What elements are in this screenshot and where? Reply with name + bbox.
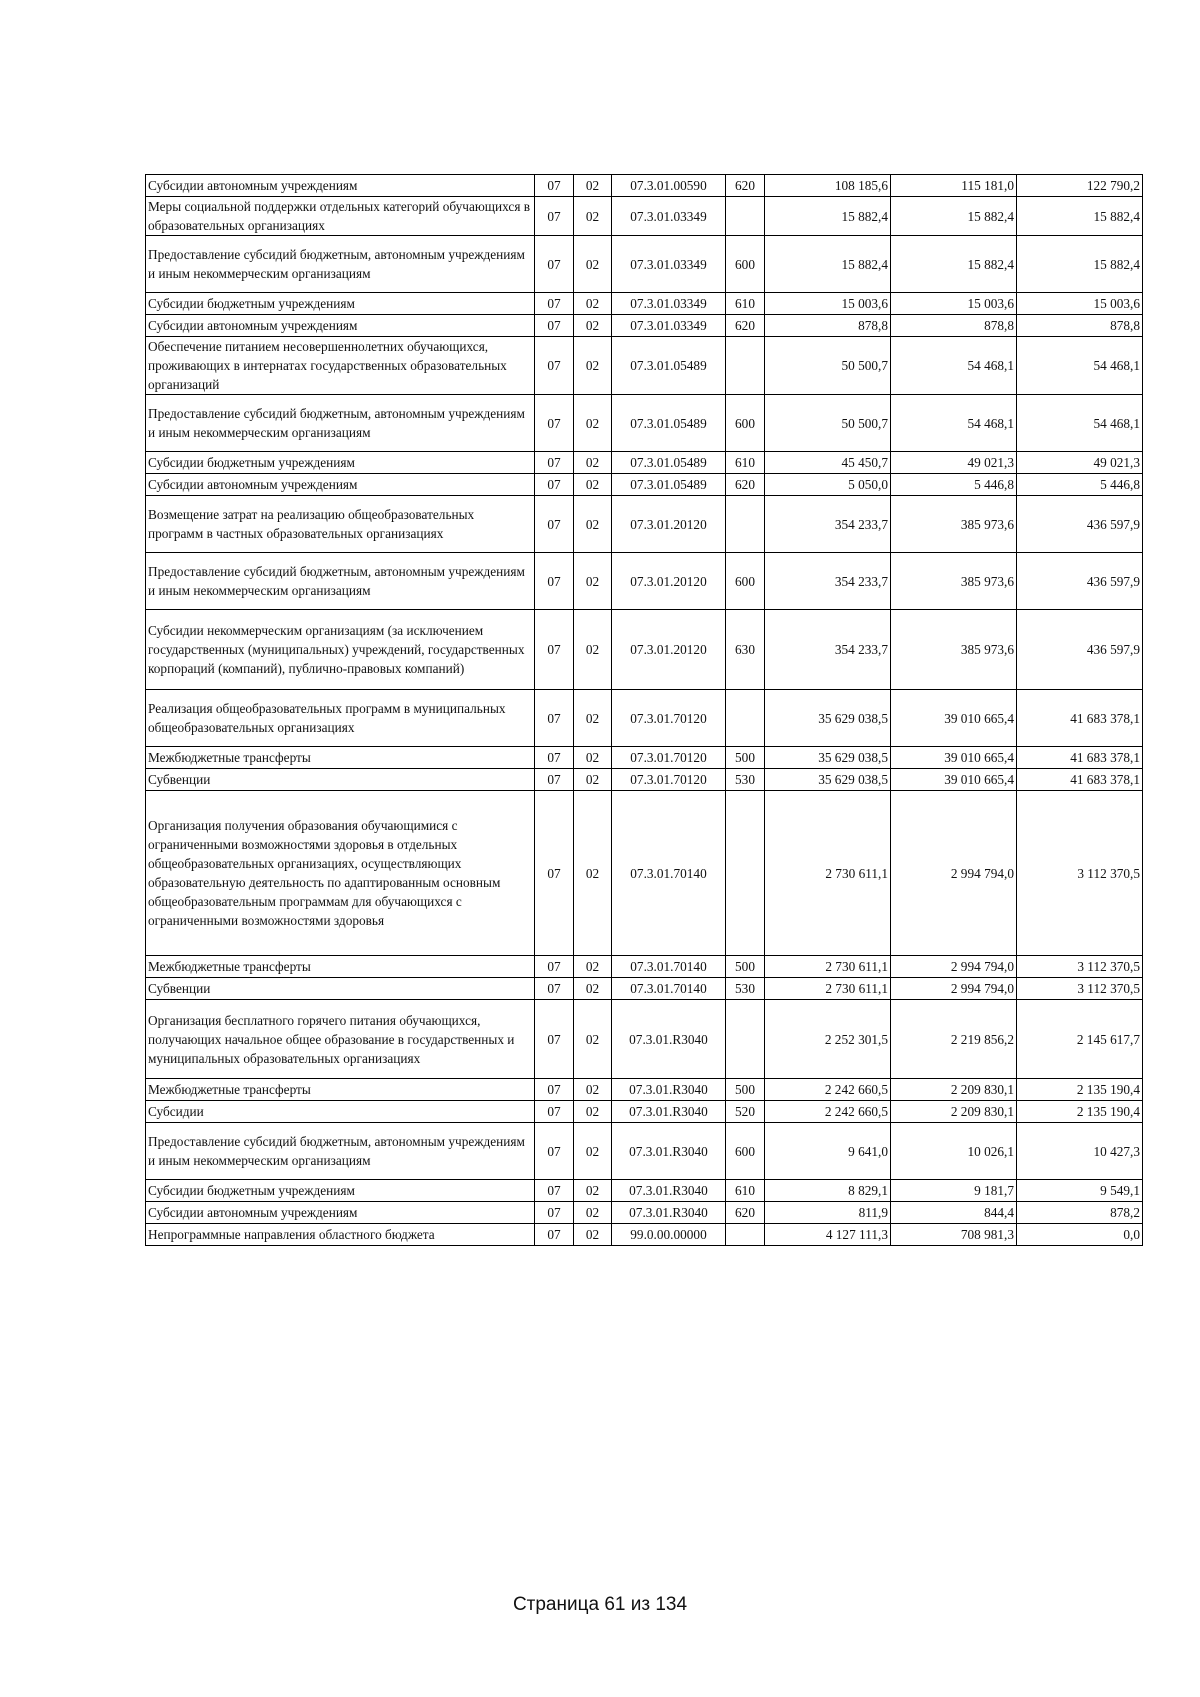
row-name: Субсидии автономным учреждениям <box>146 1202 535 1224</box>
row-section: 07 <box>535 1180 574 1202</box>
table-row <box>146 236 1143 293</box>
row-expense-type: 600 <box>726 553 765 610</box>
row-target-article: 07.3.01.00590 <box>612 175 726 197</box>
row-target-article: 07.3.01.03349 <box>612 197 726 236</box>
row-name: Предоставление субсидий бюджетным, автономным учреждениям и иным некоммерческим организациям <box>146 1123 535 1180</box>
row-amount-year-3: 41 683 378,1 <box>1017 769 1143 791</box>
row-target-article: 99.0.00.00000 <box>612 1224 726 1246</box>
row-amount-year-1: 35 629 038,5 <box>765 690 891 747</box>
row-expense-type: 600 <box>726 1123 765 1180</box>
row-amount-year-3: 5 446,8 <box>1017 474 1143 496</box>
row-amount-year-3: 54 468,1 <box>1017 395 1143 452</box>
row-section: 07 <box>535 1123 574 1180</box>
row-target-article: 07.3.01.20120 <box>612 496 726 553</box>
row-subsection: 02 <box>574 791 612 956</box>
row-amount-year-1: 45 450,7 <box>765 452 891 474</box>
table-row <box>146 553 1143 610</box>
row-target-article: 07.3.01.20120 <box>612 553 726 610</box>
row-amount-year-2: 39 010 665,4 <box>891 769 1017 791</box>
table-row <box>146 1079 1143 1101</box>
row-name: Субвенции <box>146 769 535 791</box>
row-amount-year-3: 49 021,3 <box>1017 452 1143 474</box>
row-amount-year-3: 878,8 <box>1017 315 1143 337</box>
table-row <box>146 496 1143 553</box>
row-amount-year-1: 2 730 611,1 <box>765 978 891 1000</box>
row-section: 07 <box>535 1000 574 1079</box>
row-target-article: 07.3.01.R3040 <box>612 1202 726 1224</box>
row-section: 07 <box>535 769 574 791</box>
row-amount-year-2: 54 468,1 <box>891 337 1017 395</box>
row-amount-year-1: 108 185,6 <box>765 175 891 197</box>
row-amount-year-1: 15 003,6 <box>765 293 891 315</box>
row-name: Межбюджетные трансферты <box>146 747 535 769</box>
row-target-article: 07.3.01.20120 <box>612 610 726 690</box>
row-expense-type: 530 <box>726 978 765 1000</box>
row-amount-year-3: 122 790,2 <box>1017 175 1143 197</box>
row-subsection: 02 <box>574 293 612 315</box>
row-target-article: 07.3.01.03349 <box>612 293 726 315</box>
table-row <box>146 1123 1143 1180</box>
row-amount-year-1: 2 252 301,5 <box>765 1000 891 1079</box>
row-name: Предоставление субсидий бюджетным, автономным учреждениям и иным некоммерческим организациям <box>146 236 535 293</box>
row-name: Субсидии автономным учреждениям <box>146 315 535 337</box>
row-name: Субсидии автономным учреждениям <box>146 474 535 496</box>
row-amount-year-2: 2 209 830,1 <box>891 1101 1017 1123</box>
table-row <box>146 1101 1143 1123</box>
row-section: 07 <box>535 496 574 553</box>
row-section: 07 <box>535 553 574 610</box>
table-row <box>146 395 1143 452</box>
row-subsection: 02 <box>574 1079 612 1101</box>
row-target-article: 07.3.01.R3040 <box>612 1123 726 1180</box>
row-subsection: 02 <box>574 1101 612 1123</box>
row-amount-year-1: 2 730 611,1 <box>765 791 891 956</box>
row-amount-year-2: 49 021,3 <box>891 452 1017 474</box>
row-amount-year-2: 39 010 665,4 <box>891 690 1017 747</box>
row-amount-year-2: 15 882,4 <box>891 197 1017 236</box>
table-row <box>146 474 1143 496</box>
budget-table <box>145 174 1143 1246</box>
row-amount-year-2: 9 181,7 <box>891 1180 1017 1202</box>
table-row <box>146 1000 1143 1079</box>
row-name: Субсидии <box>146 1101 535 1123</box>
row-name: Субсидии некоммерческим организациям (за исключением государственных (муниципальных) учреждений, государственных корпораций (компаний), публично-правовых компаний) <box>146 610 535 690</box>
row-name: Обеспечение питанием несовершеннолетних обучающихся, проживающих в интернатах государственных образовательных организаций <box>146 337 535 395</box>
row-amount-year-2: 2 994 794,0 <box>891 978 1017 1000</box>
table-row <box>146 293 1143 315</box>
row-subsection: 02 <box>574 747 612 769</box>
row-expense-type: 500 <box>726 956 765 978</box>
row-expense-type: 610 <box>726 1180 765 1202</box>
row-target-article: 07.3.01.R3040 <box>612 1180 726 1202</box>
row-expense-type: 630 <box>726 610 765 690</box>
row-subsection: 02 <box>574 1224 612 1246</box>
row-amount-year-1: 354 233,7 <box>765 610 891 690</box>
row-name: Предоставление субсидий бюджетным, автономным учреждениям и иным некоммерческим организациям <box>146 395 535 452</box>
row-expense-type <box>726 496 765 553</box>
row-target-article: 07.3.01.R3040 <box>612 1079 726 1101</box>
row-amount-year-2: 385 973,6 <box>891 610 1017 690</box>
table-row <box>146 769 1143 791</box>
row-amount-year-3: 41 683 378,1 <box>1017 747 1143 769</box>
row-amount-year-3: 3 112 370,5 <box>1017 791 1143 956</box>
row-section: 07 <box>535 474 574 496</box>
row-amount-year-1: 5 050,0 <box>765 474 891 496</box>
row-section: 07 <box>535 610 574 690</box>
row-amount-year-2: 2 994 794,0 <box>891 791 1017 956</box>
row-subsection: 02 <box>574 1180 612 1202</box>
page-number: Страница 61 из 134 <box>512 1594 688 1615</box>
row-section: 07 <box>535 1079 574 1101</box>
row-amount-year-3: 3 112 370,5 <box>1017 956 1143 978</box>
row-amount-year-2: 385 973,6 <box>891 553 1017 610</box>
row-amount-year-1: 4 127 111,3 <box>765 1224 891 1246</box>
row-amount-year-2: 39 010 665,4 <box>891 747 1017 769</box>
row-target-article: 07.3.01.03349 <box>612 315 726 337</box>
row-expense-type: 620 <box>726 315 765 337</box>
row-section: 07 <box>535 452 574 474</box>
row-amount-year-3: 41 683 378,1 <box>1017 690 1143 747</box>
row-section: 07 <box>535 956 574 978</box>
row-amount-year-1: 878,8 <box>765 315 891 337</box>
row-expense-type: 620 <box>726 175 765 197</box>
row-section: 07 <box>535 236 574 293</box>
row-expense-type: 600 <box>726 236 765 293</box>
row-name: Субсидии бюджетным учреждениям <box>146 1180 535 1202</box>
row-amount-year-3: 2 135 190,4 <box>1017 1079 1143 1101</box>
row-expense-type: 500 <box>726 747 765 769</box>
row-amount-year-3: 15 882,4 <box>1017 236 1143 293</box>
row-amount-year-1: 50 500,7 <box>765 337 891 395</box>
row-amount-year-2: 2 994 794,0 <box>891 956 1017 978</box>
row-amount-year-2: 385 973,6 <box>891 496 1017 553</box>
row-section: 07 <box>535 1224 574 1246</box>
row-target-article: 07.3.01.70140 <box>612 978 726 1000</box>
row-amount-year-1: 9 641,0 <box>765 1123 891 1180</box>
table-row <box>146 1180 1143 1202</box>
row-amount-year-3: 3 112 370,5 <box>1017 978 1143 1000</box>
row-amount-year-1: 811,9 <box>765 1202 891 1224</box>
row-subsection: 02 <box>574 337 612 395</box>
row-name: Субсидии бюджетным учреждениям <box>146 452 535 474</box>
row-name: Субсидии бюджетным учреждениям <box>146 293 535 315</box>
row-amount-year-3: 10 427,3 <box>1017 1123 1143 1180</box>
table-row <box>146 610 1143 690</box>
row-name: Организация бесплатного горячего питания обучающихся, получающих начальное общее образование в государственных и муниципальных образовательных организациях <box>146 1000 535 1079</box>
row-target-article: 07.3.01.05489 <box>612 337 726 395</box>
row-subsection: 02 <box>574 197 612 236</box>
row-subsection: 02 <box>574 1000 612 1079</box>
row-amount-year-2: 10 026,1 <box>891 1123 1017 1180</box>
row-amount-year-2: 844,4 <box>891 1202 1017 1224</box>
row-section: 07 <box>535 315 574 337</box>
row-section: 07 <box>535 293 574 315</box>
row-name: Организация получения образования обучающимися с ограниченными возможностями здоровья в отдельных общеобразовательных организациях, осуществляющих образовательную деятельность по адаптированным основным общеобразовательным программам для обучающихся с ограниченными возможностями здоровья <box>146 791 535 956</box>
row-section: 07 <box>535 1202 574 1224</box>
row-amount-year-3: 2 135 190,4 <box>1017 1101 1143 1123</box>
row-expense-type <box>726 1000 765 1079</box>
row-amount-year-1: 35 629 038,5 <box>765 769 891 791</box>
row-amount-year-3: 436 597,9 <box>1017 610 1143 690</box>
row-amount-year-2: 115 181,0 <box>891 175 1017 197</box>
row-expense-type: 500 <box>726 1079 765 1101</box>
row-subsection: 02 <box>574 610 612 690</box>
row-amount-year-1: 354 233,7 <box>765 496 891 553</box>
table-row <box>146 690 1143 747</box>
row-target-article: 07.3.01.70140 <box>612 791 726 956</box>
row-subsection: 02 <box>574 236 612 293</box>
row-expense-type <box>726 197 765 236</box>
row-subsection: 02 <box>574 956 612 978</box>
row-expense-type: 530 <box>726 769 765 791</box>
row-target-article: 07.3.01.R3040 <box>612 1000 726 1079</box>
row-subsection: 02 <box>574 978 612 1000</box>
table-row <box>146 1224 1143 1246</box>
row-name: Межбюджетные трансферты <box>146 1079 535 1101</box>
row-amount-year-1: 15 882,4 <box>765 236 891 293</box>
row-amount-year-1: 50 500,7 <box>765 395 891 452</box>
row-name: Непрограммные направления областного бюджета <box>146 1224 535 1246</box>
row-subsection: 02 <box>574 1123 612 1180</box>
table-row <box>146 978 1143 1000</box>
row-expense-type <box>726 337 765 395</box>
row-amount-year-3: 436 597,9 <box>1017 553 1143 610</box>
row-subsection: 02 <box>574 175 612 197</box>
row-subsection: 02 <box>574 1202 612 1224</box>
row-target-article: 07.3.01.70140 <box>612 956 726 978</box>
row-amount-year-1: 15 882,4 <box>765 197 891 236</box>
row-section: 07 <box>535 747 574 769</box>
row-name: Субвенции <box>146 978 535 1000</box>
row-target-article: 07.3.01.70120 <box>612 747 726 769</box>
row-subsection: 02 <box>574 690 612 747</box>
row-expense-type <box>726 690 765 747</box>
row-expense-type: 620 <box>726 474 765 496</box>
row-target-article: 07.3.01.R3040 <box>612 1101 726 1123</box>
table-row <box>146 747 1143 769</box>
table-body <box>146 175 1143 1246</box>
row-subsection: 02 <box>574 553 612 610</box>
row-expense-type: 520 <box>726 1101 765 1123</box>
row-section: 07 <box>535 791 574 956</box>
row-expense-type: 620 <box>726 1202 765 1224</box>
row-amount-year-2: 15 882,4 <box>891 236 1017 293</box>
row-section: 07 <box>535 175 574 197</box>
row-target-article: 07.3.01.05489 <box>612 452 726 474</box>
row-expense-type <box>726 1224 765 1246</box>
row-expense-type: 610 <box>726 293 765 315</box>
row-name: Межбюджетные трансферты <box>146 956 535 978</box>
row-section: 07 <box>535 395 574 452</box>
table-row <box>146 197 1143 236</box>
table-row <box>146 1202 1143 1224</box>
row-section: 07 <box>535 978 574 1000</box>
row-target-article: 07.3.01.05489 <box>612 395 726 452</box>
row-amount-year-3: 54 468,1 <box>1017 337 1143 395</box>
row-section: 07 <box>535 1101 574 1123</box>
row-amount-year-3: 2 145 617,7 <box>1017 1000 1143 1079</box>
row-subsection: 02 <box>574 395 612 452</box>
row-amount-year-2: 708 981,3 <box>891 1224 1017 1246</box>
row-section: 07 <box>535 690 574 747</box>
row-subsection: 02 <box>574 496 612 553</box>
row-subsection: 02 <box>574 315 612 337</box>
row-amount-year-3: 15 882,4 <box>1017 197 1143 236</box>
row-amount-year-1: 2 242 660,5 <box>765 1101 891 1123</box>
row-amount-year-3: 436 597,9 <box>1017 496 1143 553</box>
row-subsection: 02 <box>574 452 612 474</box>
row-amount-year-2: 5 446,8 <box>891 474 1017 496</box>
row-name: Субсидии автономным учреждениям <box>146 175 535 197</box>
row-expense-type: 600 <box>726 395 765 452</box>
row-amount-year-3: 878,2 <box>1017 1202 1143 1224</box>
table-row <box>146 337 1143 395</box>
table-row <box>146 791 1143 956</box>
row-target-article: 07.3.01.03349 <box>612 236 726 293</box>
row-amount-year-3: 9 549,1 <box>1017 1180 1143 1202</box>
row-amount-year-3: 0,0 <box>1017 1224 1143 1246</box>
row-amount-year-2: 878,8 <box>891 315 1017 337</box>
row-name: Предоставление субсидий бюджетным, автономным учреждениям и иным некоммерческим организациям <box>146 553 535 610</box>
row-target-article: 07.3.01.70120 <box>612 769 726 791</box>
row-target-article: 07.3.01.70120 <box>612 690 726 747</box>
row-subsection: 02 <box>574 769 612 791</box>
row-amount-year-2: 54 468,1 <box>891 395 1017 452</box>
table-row <box>146 315 1143 337</box>
row-amount-year-1: 354 233,7 <box>765 553 891 610</box>
row-target-article: 07.3.01.05489 <box>612 474 726 496</box>
row-subsection: 02 <box>574 474 612 496</box>
row-expense-type <box>726 791 765 956</box>
row-amount-year-2: 15 003,6 <box>891 293 1017 315</box>
row-amount-year-3: 15 003,6 <box>1017 293 1143 315</box>
row-name: Возмещение затрат на реализацию общеобразовательных программ в частных образовательных организациях <box>146 496 535 553</box>
row-amount-year-1: 8 829,1 <box>765 1180 891 1202</box>
table-row <box>146 175 1143 197</box>
row-amount-year-2: 2 209 830,1 <box>891 1079 1017 1101</box>
row-name: Реализация общеобразовательных программ в муниципальных общеобразовательных организациях <box>146 690 535 747</box>
row-section: 07 <box>535 337 574 395</box>
table-row <box>146 452 1143 474</box>
row-amount-year-1: 2 242 660,5 <box>765 1079 891 1101</box>
row-amount-year-1: 2 730 611,1 <box>765 956 891 978</box>
row-amount-year-2: 2 219 856,2 <box>891 1000 1017 1079</box>
row-amount-year-1: 35 629 038,5 <box>765 747 891 769</box>
row-expense-type: 610 <box>726 452 765 474</box>
table-row <box>146 956 1143 978</box>
row-section: 07 <box>535 197 574 236</box>
row-name: Меры социальной поддержки отдельных категорий обучающихся в образовательных организациях <box>146 197 535 236</box>
